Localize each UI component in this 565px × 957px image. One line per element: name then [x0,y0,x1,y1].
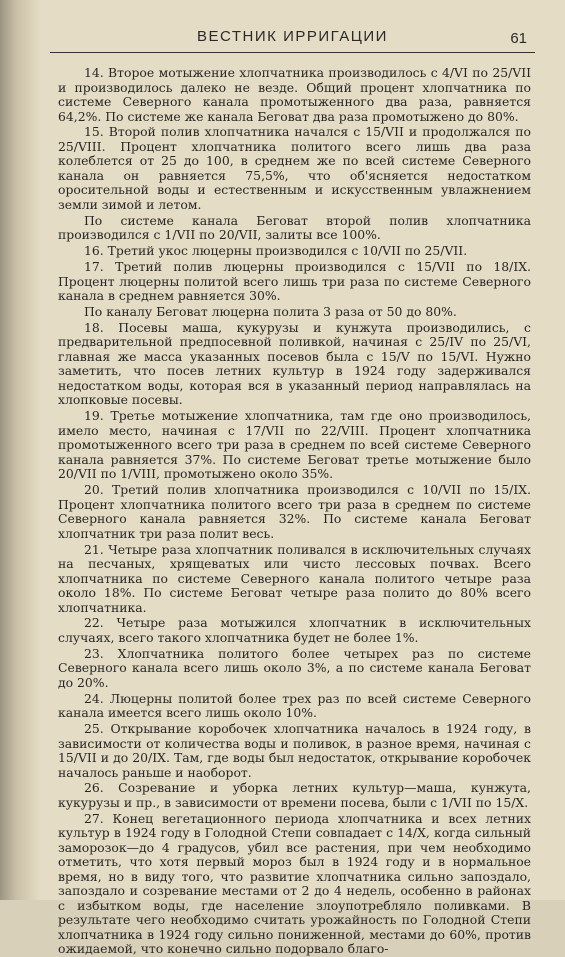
paragraph-25: 25. Открывание коробочек хлопчатника началось в 1924 году, в зависимости от количества воды и поливок, в разное время, начиная с 15/VII и до 20/IX. Там, где воды был недостаток, открывание коробочек началось раньше и наоборот. [58,721,531,780]
paragraph-17-begovat: По каналу Беговат люцерна полита 3 раза от 50 до 80%. [84,303,457,319]
paragraph-24: 24. Люцерны политой более трех раз по всей системе Северного канала имеется всего лишь около 10%. [58,690,531,721]
paragraph-27: 27. Конец вегетационного периода хлопчатника и всех летних культур в 1924 году в Голодной Степи совпадает с 14/X, когда сильный заморозок—до 4 градусов, убил все растения, при чем необходимо отметить, что хотя первый мороз был в 1924 году и в нормальное время, но в виду того, что развитие хлопчатника сильно запоздало, запоздало и созревание местами от 2 до 4 недель, особенно в районах с избытком воды, где население злоупотребляло поливками. В результате чего необходимо считать урожайность по Голодной Степи хлопчатника в 1924 году сильно пониженной, местами до 60%, против ожидаемой, что конечно сильно подорвало благо- [58,810,531,957]
page-number: 61 [510,30,527,47]
running-head-title: ВЕСТНИК ИРРИГАЦИИ [197,28,388,45]
body-text [58,65,531,957]
page-binding-shadow [0,0,40,900]
paragraph-22: 22. Четыре раза мотыжился хлопчатник в исключительных случаях, всего такого хлопчатника будет не более 1%. [58,615,531,645]
paragraph-20: 20. Третий полив хлопчатника производился с 10/VII по 15/IX. Процент хлопчатника политого всего три раза в среднем по системе Северного канала равняется 32%. По системе канала Беговат хлопчатник три раза полит весь. [58,482,531,541]
paragraph-17: 17. Третий полив люцерны производился с 15/VII по 18/IX. Процент люцерны политой всего лишь три раза по системе Северного канала в среднем равняется 30%. [58,259,531,304]
paragraph-14: 14. Второе мотыжение хлопчатника производилось с 4/VI по 25/VII и производилось далеко не везде. Общий процент хлопчатника по системе Северного канала промотыженного два раза, равняется 64,2%. По системе же канала Беговат два раза промотыжено до 80%. [58,65,531,124]
page-header [50,24,535,53]
paragraph-18: 18. Посевы маша, кукурузы и кунжута производились, с предварительной предпосевной поливкой, начиная с 25/IV по 25/VI, главная же масса указанных посевов была с 15/V по 15/VI. Нужно заметить, что посев летних культур в 1924 году задерживался недостатком воды, которая вся в указанный период направлялась на хлопковые посевы. [58,319,531,408]
paragraph-16: 16. Третий укос люцерны производился с 10/VII по 25/VII. [84,243,468,259]
paragraph-19: 19. Третье мотыжение хлопчатника, там где оно производилось, имело место, начиная с 17/VII по 22/VIII. Процент хлопчатника промотыженного всего три раза в среднем по всей системе Северного канала равняется 37%. По системе Беговат третье мотыжение было 20/VII по 1/VIII, промотыжено около 35%. [58,408,531,482]
paragraph-26: 26. Созревание и уборка летних культур—маша, кунжута, кукурузы и пр., в зависимости от времени посева, были с 1/VII по 15/X. [58,780,531,810]
paragraph-23: 23. Хлопчатника политого более четырех раз по системе Северного канала всего лишь около 3%, а по системе канала Беговат до 20%. [58,645,531,690]
paragraph-15: 15. Второй полив хлопчатника начался с 15/VII и продолжался по 25/VIII. Процент хлопчатника политого всего лишь два раза колеблется от 25 до 100, в среднем же по всей системе Северного канала он равняется 75,5%, что об'ясняется недостатком оросительной воды и естественным и искусственным увлажнением земли зимой и летом. [58,124,531,212]
paragraph-15-begovat: По системе канала Беговат второй полив хлопчатника производился с 1/VII по 20/VII, залиты все 100%. [58,212,531,243]
paragraph-21: 21. Четыре раза хлопчатник поливался в исключительных случаях на песчаных, хрящеватых или чисто лессовых почвах. Всего хлопчатника по системе Северного канала политого четыре раза около 18%. По системе Беговат четыре раза полито до 80% всего хлопчатника. [58,541,531,615]
